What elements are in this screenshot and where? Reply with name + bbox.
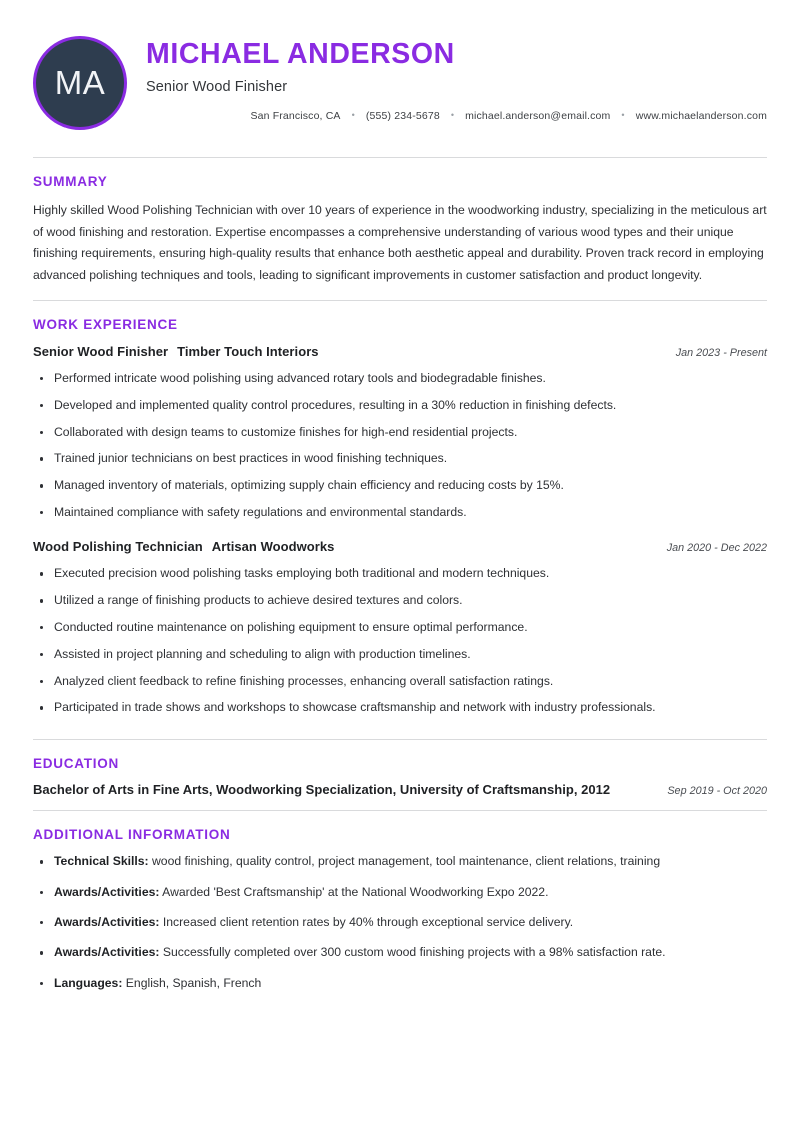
section-education [33, 726, 767, 797]
section-additional-information [33, 797, 767, 992]
education-degree: Bachelor of Arts in Fine Arts, Woodworking Specialization, University of Craftsmanship, 2012 [33, 782, 611, 798]
contact-line [146, 110, 767, 122]
info-label: Technical Skills: [54, 854, 149, 869]
resume-header [33, 0, 767, 144]
info-label: Languages: [54, 975, 123, 990]
section-summary [33, 144, 767, 287]
info-label: Awards/Activities: [54, 884, 160, 899]
list-item: Analyzed client feedback to refine finishing processes, enhancing overall satisfaction ratings. [33, 673, 767, 690]
info-label: Awards/Activities: [54, 945, 160, 960]
additional-information-list [33, 853, 767, 992]
list-item [33, 914, 767, 931]
contact-location: San Francisco, CA [250, 109, 341, 122]
list-item: Collaborated with design teams to customize finishes for high-end residential projects. [33, 424, 767, 441]
list-item: Conducted routine maintenance on polishing equipment to ensure optimal performance. [33, 619, 767, 636]
experience-title-line [33, 538, 334, 556]
list-item [33, 884, 767, 901]
list-item [33, 853, 767, 870]
experience-company: Artisan Woodworks [211, 539, 335, 555]
experience-entry [33, 343, 767, 521]
experience-bullets [33, 370, 767, 521]
experience-entry [33, 538, 767, 716]
section-title-work-experience: WORK EXPERIENCE [33, 316, 178, 332]
info-value: Successfully completed over 300 custom wood finishing projects with a 98% satisfaction rate. [162, 945, 666, 960]
experience-role: Wood Polishing Technician [33, 539, 203, 555]
experience-dates: Jan 2023 - Present [675, 346, 767, 359]
education-entry [33, 782, 767, 797]
list-item: Performed intricate wood polishing using advanced rotary tools and biodegradable finishes. [33, 370, 767, 387]
info-value: wood finishing, quality control, project management, tool maintenance, client relations, training [152, 854, 661, 869]
section-divider [33, 157, 767, 158]
experience-title-line [33, 343, 319, 361]
bullet-separator-icon: • [351, 110, 355, 121]
header-text-block [146, 34, 767, 122]
experience-company: Timber Touch Interiors [177, 343, 319, 359]
section-work-experience [33, 287, 767, 717]
bullet-separator-icon: • [450, 110, 455, 121]
list-item: Maintained compliance with safety regulations and environmental standards. [33, 504, 767, 521]
list-item: Participated in trade shows and workshops to showcase craftsmanship and network with industry professionals. [33, 699, 767, 716]
list-item: Assisted in project planning and scheduling to align with production timelines. [33, 646, 767, 663]
education-dates: Sep 2019 - Oct 2020 [667, 785, 767, 798]
list-item: Managed inventory of materials, optimizing supply chain efficiency and reducing costs by 15%. [33, 477, 767, 494]
list-item: Trained junior technicians on best practices in wood finishing techniques. [33, 450, 767, 467]
contact-phone[interactable]: (555) 234-5678 [365, 109, 440, 122]
contact-website[interactable]: www.michaelanderson.com [635, 109, 767, 122]
info-label: Awards/Activities: [54, 914, 160, 929]
avatar-initials: MA [54, 64, 106, 101]
job-subtitle: Senior Wood Finisher [146, 78, 288, 95]
summary-text: Highly skilled Wood Polishing Technician with over 10 years of experience in the woodworking industry, specializing in the meticulous art of wood finishing and restoration. Expertise encompasses a comprehensive understanding of various wood types and their unique finishing requirements, ensuring high-quality results that enhance both aesthetic appeal and durability. Proven track record in employing advanced polishing techniques and tools, leading to significant improvements in customer satisfaction and product longevity. [33, 203, 767, 283]
section-title-summary: SUMMARY [33, 174, 108, 189]
experience-bullets [33, 565, 767, 716]
section-title-additional-information: ADDITIONAL INFORMATION [33, 827, 231, 843]
experience-header [33, 538, 767, 556]
experience-header [33, 343, 767, 361]
page-title: MICHAEL ANDERSON [146, 38, 455, 70]
list-item [33, 944, 767, 961]
bullet-separator-icon: • [621, 110, 625, 121]
list-item: Developed and implemented quality control procedures, resulting in a 30% reduction in finishing defects. [33, 397, 767, 414]
info-value: English, Spanish, French [125, 975, 262, 990]
section-divider [33, 739, 767, 740]
info-value: Awarded 'Best Craftsmanship' at the National Woodworking Expo 2022. [162, 884, 549, 899]
experience-dates: Jan 2020 - Dec 2022 [666, 542, 767, 555]
list-item [33, 975, 767, 992]
contact-email[interactable]: michael.anderson@email.com [465, 109, 611, 122]
section-divider [33, 810, 767, 811]
info-value: Increased client retention rates by 40% through exceptional service delivery. [162, 914, 574, 929]
avatar [33, 36, 127, 130]
list-item: Utilized a range of finishing products to achieve desired textures and colors. [33, 592, 767, 609]
section-title-education: EDUCATION [33, 756, 119, 772]
list-item: Executed precision wood polishing tasks employing both traditional and modern techniques. [33, 565, 767, 582]
section-divider [33, 300, 767, 301]
experience-role: Senior Wood Finisher [33, 343, 169, 359]
